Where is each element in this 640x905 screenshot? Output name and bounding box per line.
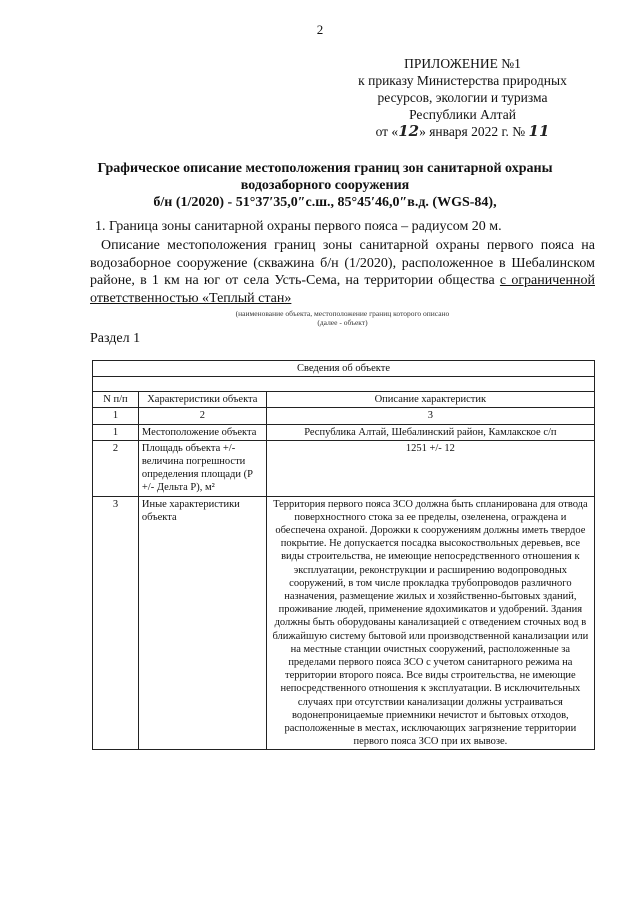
paragraph-radius: 1. Граница зоны санитарной охраны первого пояса – радиусом 20 м. <box>95 219 502 234</box>
date-prefix: от « <box>375 124 399 139</box>
row-characteristic: Местоположение объекта <box>138 424 266 440</box>
description-underlined: с ограниченной ответственностью «Теплый стан» <box>90 273 595 306</box>
index-cell: 2 <box>138 408 266 424</box>
document-title <box>60 160 590 211</box>
handwritten-number: 11 <box>528 122 550 140</box>
caption-line: (далее - объект) <box>317 318 368 327</box>
table-title: Сведения об объекте <box>93 361 595 377</box>
title-line: Графическое описание местоположения границ зон санитарной охраны <box>97 161 553 176</box>
index-cell: 3 <box>266 408 594 424</box>
table-row <box>93 424 595 440</box>
header-cell: Характеристики объекта <box>138 392 266 408</box>
annex-line: к приказу Министерства природных <box>358 73 567 88</box>
header-cell: N п/п <box>93 392 139 408</box>
object-caption <box>90 309 595 327</box>
title-line: водозаборного сооружения <box>240 178 410 193</box>
row-description: Территория первого пояса ЗСО должна быть спланирована для отвода поверхностного стока за ее пределы, озеленена, ограждена и обеспечена охраной. Дорожки к сооружениям должны иметь твердое покрытие. Не допускается посадка высокоствольных деревьев, все виды строительства, не имеющие непосредственного отношения к эксплуатации, реконструкции и расширению водопроводных сооружений, в том числе прокладка трубопроводов различного назначения, размещение жилых и хозяйственно-бытовых зданий, проживание людей, применение ядохимикатов и удобрений. Здания должны быть оборудованы канализацией с отведением сточных вод в ближайшую систему бытовой или производственной канализации или на местные станции очистных сооружений, расположенные за пределами первого пояса ЗСО с учетом санитарного режима на территории второго пояса. Все виды строительства, не имеющие непосредственного отношения к эксплуатации. В исключительных случаях при отсутствии канализации должны устраиваться водонепроницаемые приемники нечистот и бытовых отходов, расположенные в местах, исключающих загрязнение территории первого пояса ЗСО при их вывозе. <box>266 496 594 750</box>
date-suffix: » января 2022 г. № <box>419 124 526 139</box>
row-characteristic: Площадь объекта +/- величина погрешности определения площади (Р +/- Дельта Р), м² <box>138 440 266 496</box>
row-characteristic: Иные характеристики объекта <box>138 496 266 750</box>
table-spacer-row <box>93 377 595 392</box>
row-number: 3 <box>93 496 139 750</box>
annex-date-line <box>330 123 595 140</box>
caption-line: (наименование объекта, местоположение границ которого описано <box>235 309 450 318</box>
title-line: б/н (1/2020) - 51°37′35,0″с.ш., 85°45′46,0″в.д. (WGS-84), <box>153 195 497 210</box>
table-row <box>93 496 595 750</box>
page-number: 2 <box>316 22 324 37</box>
annex-line: ресурсов, экологии и туризма <box>377 90 548 105</box>
annex-line: Республики Алтай <box>409 107 516 122</box>
row-number: 2 <box>93 440 139 496</box>
handwritten-day: 12 <box>398 122 420 140</box>
row-number: 1 <box>93 424 139 440</box>
annex-title: ПРИЛОЖЕНИЕ №1 <box>404 56 521 71</box>
description-text: Описание местоположения границ зоны санитарной охраны первого пояса на водозаборное сооружение (скважина б/н (1/2020), расположенное в Шебалинском районе, в 1 км на юг от села Усть-Сема, на территории общества <box>90 238 595 288</box>
section-label: Раздел 1 <box>90 331 141 346</box>
table-row <box>93 440 595 496</box>
row-description: Республика Алтай, Шебалинский район, Камлакское с/п <box>266 424 594 440</box>
object-info-table <box>92 360 595 750</box>
annex-block <box>330 55 595 140</box>
row-description: 1251 +/- 12 <box>266 440 594 496</box>
paragraph-description <box>90 237 595 307</box>
header-cell: Описание характеристик <box>266 392 594 408</box>
index-cell: 1 <box>93 408 139 424</box>
